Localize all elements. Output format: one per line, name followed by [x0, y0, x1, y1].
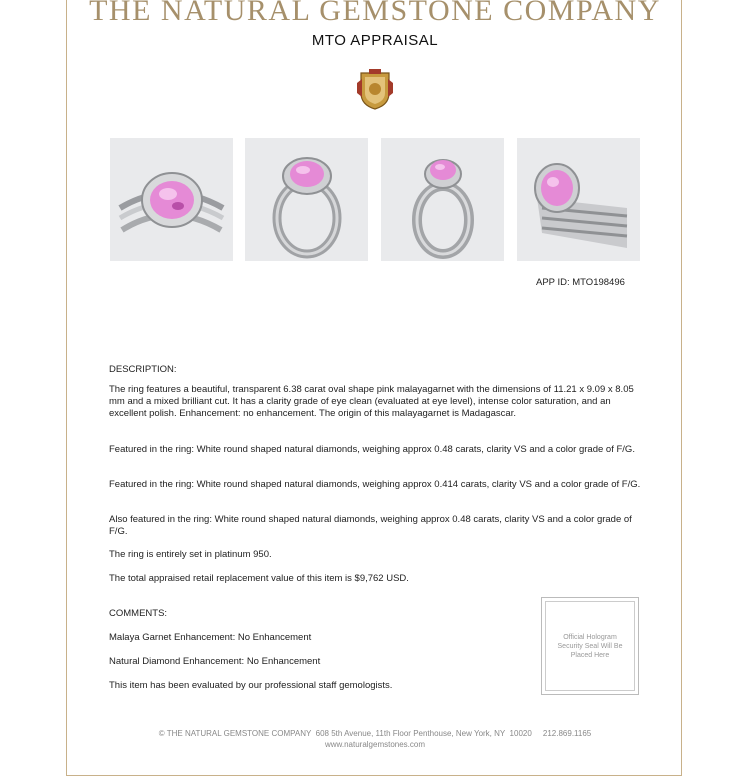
description-paragraph: The ring features a beautiful, transparent 6.38 carat oval shape pink malayagarnet with the dimensions of 11.21 x 9.09 x 8.05 mm and a mixed brilliant cut. It has a clarity grade of eye clean (evaluated at eye level), intense color saturation, and an excellent polish. Enhancement: no enhancement. The origin of this malayagarnet is Madagascar.: [109, 384, 634, 419]
description-paragraph: The ring is entirely set in platinum 950.: [109, 549, 272, 560]
ring-photo-front: [245, 138, 368, 261]
ring-photo-top: [110, 138, 233, 261]
company-name: THE NATURAL GEMSTONE COMPANY: [89, 0, 661, 27]
description-paragraph: Featured in the ring: White round shaped natural diamonds, weighing approx 0.414 carats, clarity VS and a color grade of F/G.: [109, 479, 641, 490]
comment-line: Malaya Garnet Enhancement: No Enhancement: [109, 632, 312, 643]
appraisal-id: APP ID: MTO198496: [536, 277, 625, 288]
description-paragraph: Also featured in the ring: White round shaped natural diamonds, weighing approx 0.48 carats, clarity VS and a color grade of F/G.: [109, 514, 632, 537]
ring-photo-angle: [517, 138, 640, 261]
appraised-value: The total appraised retail replacement value of this item is $9,762 USD.: [109, 573, 409, 584]
document-title: MTO APPRAISAL: [311, 32, 439, 49]
hologram-text: Official Hologram Security Seal Will Be Placed Here: [545, 601, 635, 691]
comment-line: Natural Diamond Enhancement: No Enhancement: [109, 656, 321, 667]
crest-logo-icon: [355, 67, 395, 111]
description-heading: DESCRIPTION:: [109, 364, 177, 375]
hologram-seal-placeholder: [541, 597, 639, 695]
footer-address: © THE NATURAL GEMSTONE COMPANY 608 5th Avenue, 11th Floor Penthouse, New York, NY 10020 212.869.1165: [158, 729, 592, 738]
footer-website[interactable]: www.naturalgemstones.com: [324, 740, 426, 749]
comment-line: This item has been evaluated by our professional staff gemologists.: [109, 680, 393, 691]
description-paragraph: Featured in the ring: White round shaped natural diamonds, weighing approx 0.48 carats, clarity VS and a color grade of F/G.: [109, 444, 635, 455]
ring-photo-side: [381, 138, 504, 261]
comments-heading: COMMENTS:: [109, 608, 168, 619]
